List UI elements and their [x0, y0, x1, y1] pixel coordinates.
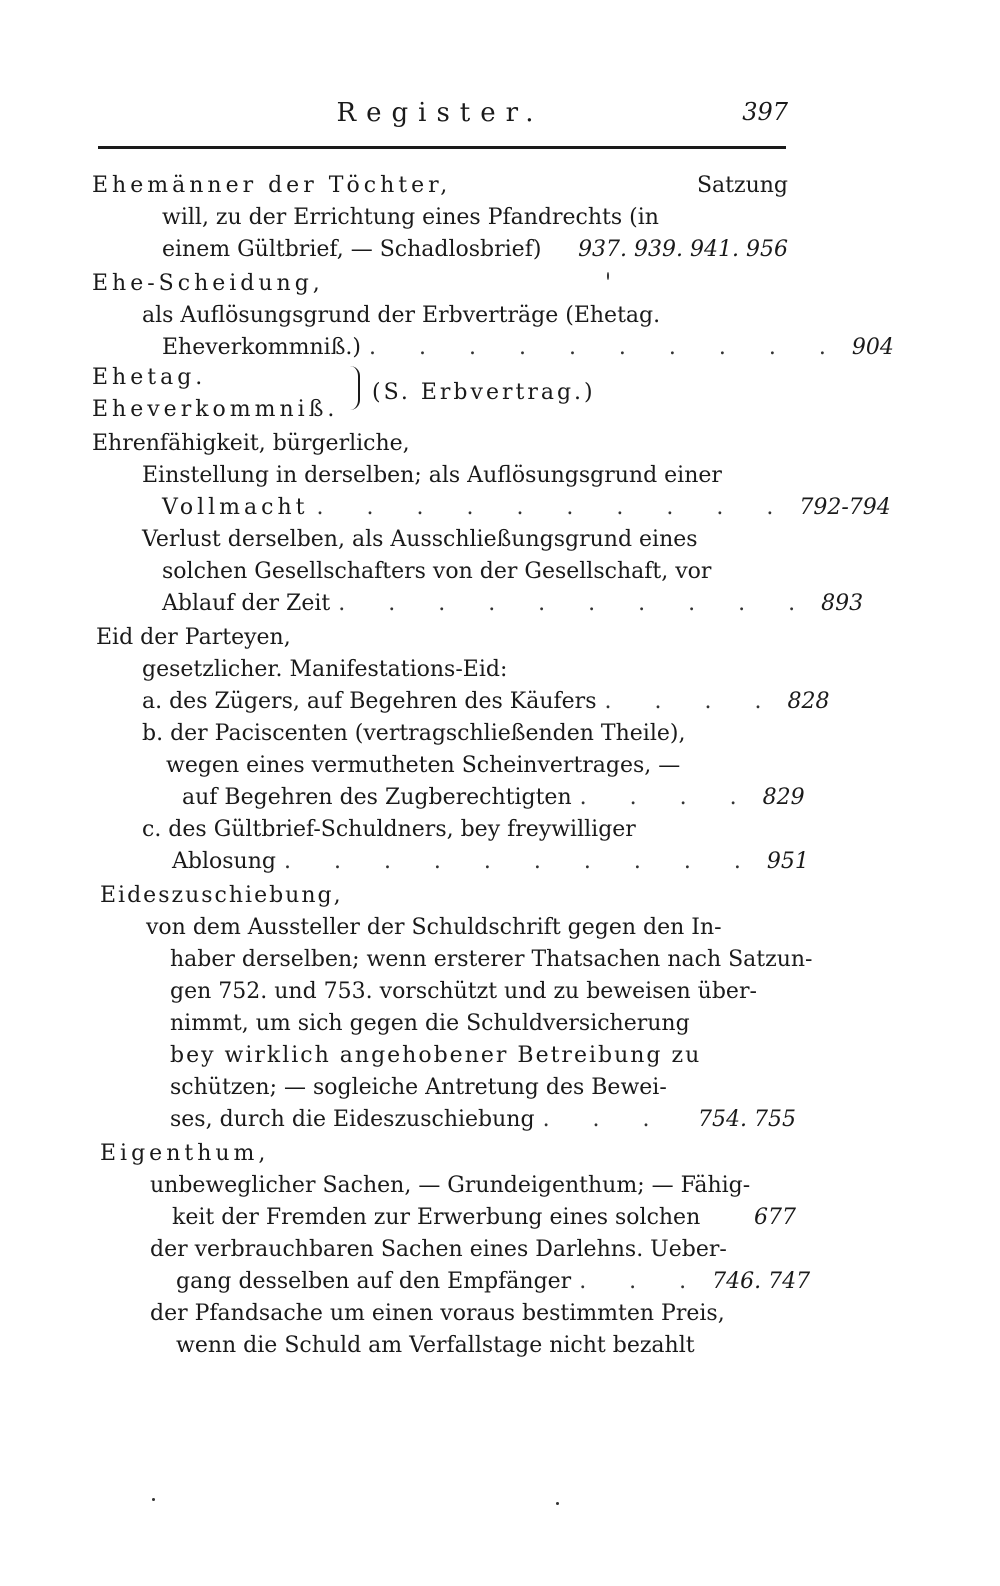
- entry-text: ses, durch die Eideszuschiebung: [170, 1107, 535, 1132]
- entry-ehemaenner: [92, 170, 788, 202]
- entry-tail: Satzung: [696, 173, 788, 198]
- page-refs: 677: [754, 1205, 796, 1230]
- entry-text: Einstellung in derselben; als Auflösungsgrund einer: [142, 463, 722, 488]
- paper-speck: [152, 1498, 155, 1501]
- entry-text: Ablosung: [172, 849, 276, 874]
- paper-speck: [556, 1502, 559, 1505]
- entry-text: Verlust derselben, als Ausschließungsgrund eines: [142, 527, 698, 552]
- dot-leader: . . .: [579, 1269, 705, 1294]
- entry-text: Eheverkommniß.): [162, 335, 361, 360]
- entry-text: Vollmacht: [162, 495, 309, 520]
- entry-text: einem Gültbrief, — Schadlosbrief): [162, 237, 542, 262]
- running-title: Register.: [336, 98, 544, 128]
- dot-leader: . . . . . . . . . .: [369, 335, 844, 360]
- entry-text: schützen; — sogleiche Antretung des Bewei-: [170, 1075, 667, 1100]
- dot-leader: . . .: [542, 1107, 668, 1132]
- entry-text-with-refs: [162, 588, 864, 620]
- cross-reference: (S. Erbvertrag.): [372, 380, 596, 405]
- entry-ehe-scheidung: Ehe-Scheidung,: [92, 271, 324, 296]
- dot-leader: . . . . . . . . . .: [338, 591, 814, 616]
- page-refs: 829: [762, 785, 805, 810]
- page-refs: 746. 747: [712, 1269, 811, 1294]
- entry-text-with-refs: [162, 234, 788, 266]
- entry-text: als Auflösungsgrund der Erbverträge (Ehetag.: [142, 303, 661, 328]
- page-refs: 904: [851, 335, 894, 360]
- entry-eheverkommniss: Eheverkommniß.: [92, 397, 339, 422]
- entry-text: wenn die Schuld am Verfallstage nicht bezahlt: [176, 1333, 695, 1358]
- dot-leader: . . . .: [604, 689, 780, 714]
- entry-text: Ablauf der Zeit: [162, 591, 331, 616]
- entry-ehetag: Ehetag.: [92, 365, 207, 390]
- entry-ehrenfaehigkeit: Ehrenfähigkeit, bürgerliche,: [92, 431, 410, 456]
- page-number: 397: [742, 98, 788, 126]
- page-refs: 937. 939. 941. 956: [578, 237, 788, 262]
- entry-text-with-refs: [172, 1202, 796, 1234]
- entry-text: nimmt, um sich gegen die Schuldversicherung: [170, 1011, 690, 1036]
- entry-text: will, zu der Errichtung eines Pfandrechts (in: [162, 205, 659, 230]
- page-refs: 792-794: [799, 495, 891, 520]
- entry-text: a. des Zügers, auf Begehren des Käufers: [142, 689, 597, 714]
- entry-eid-der-parteyen: Eid der Parteyen,: [96, 625, 291, 650]
- entry-text: der verbrauchbaren Sachen eines Darlehns. Ueber-: [150, 1237, 727, 1262]
- entry-text: b. der Paciscenten (vertragschließenden Theile),: [142, 721, 686, 746]
- page-refs: 893: [821, 591, 864, 616]
- entry-text-with-refs: [172, 846, 809, 878]
- entry-text: solchen Gesellschafters von der Gesellschaft, vor: [162, 559, 712, 584]
- paper-speck: [607, 272, 609, 280]
- entry-text: gen 752. und 753. vorschützt und zu beweisen über-: [170, 979, 757, 1004]
- entry-text: der Pfandsache um einen voraus bestimmten Preis,: [150, 1301, 725, 1326]
- entry-text-with-refs: [162, 492, 891, 524]
- entry-text: gang desselben auf den Empfänger: [176, 1269, 572, 1294]
- brace: [348, 366, 360, 410]
- dot-leader: . . . . . . . . . .: [283, 849, 759, 874]
- entry-text-with-refs: [162, 332, 894, 364]
- entry-text: wegen eines vermutheten Scheinvertrages, —: [166, 753, 681, 778]
- entry-text: keit der Fremden zur Erwerbung eines solchen: [172, 1205, 701, 1230]
- dot-leader: . . . . . . . . . .: [316, 495, 792, 520]
- entry-text-with-refs: [182, 782, 805, 814]
- entry-text: unbeweglicher Sachen, — Grundeigenthum; — Fähig-: [150, 1173, 751, 1198]
- entry-text: gesetzlicher. Manifestations-Eid:: [142, 657, 508, 682]
- entry-eigenthum: Eigenthum,: [100, 1141, 270, 1166]
- entry-text-with-refs: [170, 1104, 796, 1136]
- entry-text: von dem Aussteller der Schuldschrift gegen den In-: [146, 915, 722, 940]
- page-refs: 754. 755: [698, 1107, 796, 1132]
- page-refs: 951: [766, 849, 809, 874]
- page-refs: 828: [787, 689, 830, 714]
- entry-text-with-refs: [142, 686, 830, 718]
- entry-heading: Ehemänner der Töchter,: [92, 173, 452, 198]
- entry-text: auf Begehren des Zugberechtigten: [182, 785, 572, 810]
- entry-text: c. des Gültbrief-Schuldners, bey freywilliger: [142, 817, 636, 842]
- entry-text-with-refs: [176, 1266, 811, 1298]
- entry-text: bey wirklich angehobener Betreibung zu: [170, 1043, 702, 1068]
- entry-text: haber derselben; wenn ersterer Thatsachen nach Satzun-: [170, 947, 813, 972]
- dot-leader: . . . .: [579, 785, 755, 810]
- entry-eideszuschiebung: Eideszuschiebung,: [100, 883, 343, 908]
